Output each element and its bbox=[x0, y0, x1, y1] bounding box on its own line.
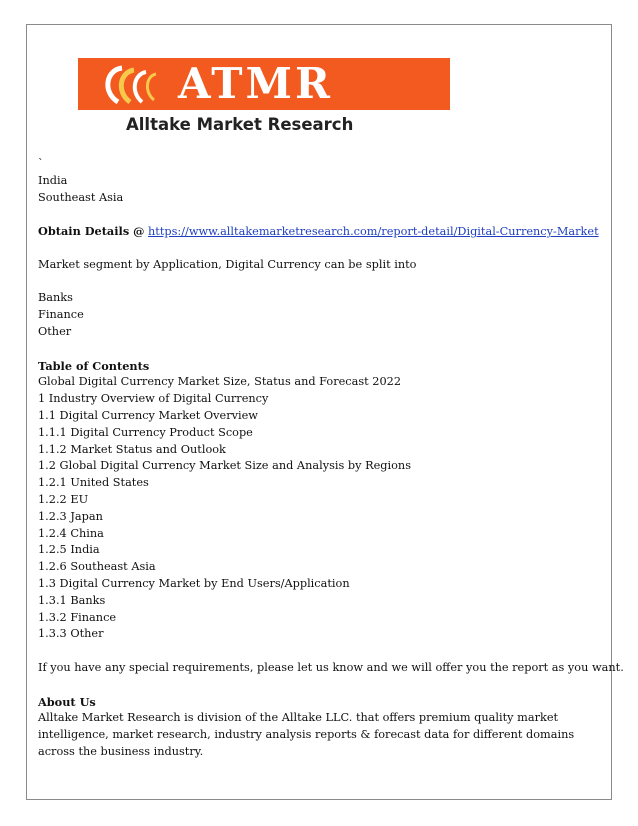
logo-tagline: Alltake Market Research bbox=[126, 115, 354, 134]
toc-item: 1.2.6 Southeast Asia bbox=[38, 560, 156, 574]
toc-item: 1.3.2 Finance bbox=[38, 610, 117, 624]
region-india: India bbox=[38, 173, 68, 187]
toc-item: 1.2.5 India bbox=[38, 543, 100, 557]
region-southeast-asia: Southeast Asia bbox=[38, 190, 124, 204]
stray-mark: ` bbox=[38, 157, 44, 170]
toc-item: Global Digital Currency Market Size, Status and Forecast 2022 bbox=[38, 375, 402, 389]
toc-item: 1.2 Global Digital Currency Market Size and Analysis by Regions bbox=[38, 459, 411, 473]
toc-item: 1.2.2 EU bbox=[38, 492, 89, 506]
company-logo bbox=[78, 58, 450, 138]
toc-item: 1.3.1 Banks bbox=[38, 593, 106, 607]
toc-item: 1.1.1 Digital Currency Product Scope bbox=[38, 425, 253, 439]
toc-item: 1.2.1 United States bbox=[38, 476, 149, 490]
application-other: Other bbox=[38, 324, 72, 338]
toc-item: 1.2.4 China bbox=[38, 526, 104, 540]
toc-item: 1 Industry Overview of Digital Currency bbox=[38, 392, 269, 406]
obtain-details-label: Obtain Details @ bbox=[38, 224, 145, 239]
report-link[interactable]: https://www.alltakemarketresearch.com/report-detail/Digital-Currency-Market bbox=[148, 225, 599, 239]
logo-swirl-icon bbox=[92, 62, 164, 108]
about-heading: About Us bbox=[38, 694, 96, 709]
logo-mark: ATMR bbox=[178, 59, 333, 108]
toc-item: 1.1.2 Market Status and Outlook bbox=[38, 442, 226, 456]
document-body bbox=[38, 156, 624, 761]
application-finance: Finance bbox=[38, 308, 84, 322]
application-banks: Banks bbox=[38, 291, 73, 305]
toc-item: 1.1 Digital Currency Market Overview bbox=[38, 408, 258, 422]
segment-intro: Market segment by Application, Digital Currency can be split into bbox=[38, 257, 417, 271]
toc-item: 1.2.3 Japan bbox=[38, 509, 103, 523]
special-requirements: If you have any special requirements, please let us know and we will offer you the report as you want. bbox=[38, 660, 624, 674]
about-text: Alltake Market Research is division of the Alltake LLC. that offers premium quality market intelligence, market research, industry analysis reports & forecast data for different domains across the business industry. bbox=[38, 711, 575, 758]
toc-heading: Table of Contents bbox=[38, 358, 150, 373]
toc-item: 1.3 Digital Currency Market by End Users/Application bbox=[38, 576, 350, 590]
obtain-details bbox=[38, 223, 598, 240]
toc-item: 1.3.3 Other bbox=[38, 627, 104, 641]
